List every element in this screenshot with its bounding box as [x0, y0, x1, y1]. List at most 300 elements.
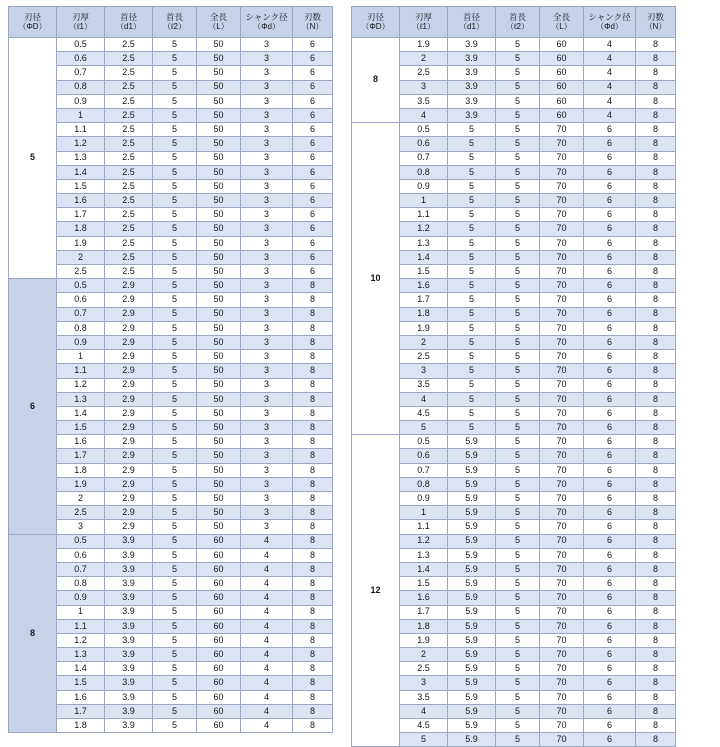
- table-row: [9, 577, 333, 591]
- table-row: [9, 279, 333, 293]
- table-cell: 5: [496, 619, 540, 633]
- table-cell: 6: [584, 520, 636, 534]
- table-cell: 8: [293, 279, 333, 293]
- table-cell: 3.9: [105, 648, 153, 662]
- table-cell: 4: [400, 704, 448, 718]
- table-cell: 6: [584, 719, 636, 733]
- column-header-title: 刃径: [366, 11, 384, 22]
- table-cell: 0.5: [57, 279, 105, 293]
- table-cell: 5: [448, 279, 496, 293]
- table-cell: 6: [584, 151, 636, 165]
- table-cell: 8: [636, 335, 676, 349]
- table-cell: 60: [197, 548, 241, 562]
- table-cell: 70: [540, 477, 584, 491]
- table-cell: 1.1: [400, 208, 448, 222]
- table-cell: 5: [153, 648, 197, 662]
- table-row: [9, 364, 333, 378]
- table-cell: 5: [153, 577, 197, 591]
- table-cell: 3.9: [105, 676, 153, 690]
- table-cell: 6: [584, 562, 636, 576]
- group-cell-diameter: 8: [9, 534, 57, 733]
- table-cell: 70: [540, 350, 584, 364]
- table-cell: 6: [293, 179, 333, 193]
- column-header-5: [241, 7, 293, 38]
- table-cell: 2.5: [105, 179, 153, 193]
- table-cell: 3: [241, 250, 293, 264]
- table-cell: 3: [241, 222, 293, 236]
- table-cell: 6: [584, 335, 636, 349]
- table-row: [9, 307, 333, 321]
- table-cell: 8: [636, 534, 676, 548]
- table-cell: 5: [496, 94, 540, 108]
- table-cell: 1: [57, 108, 105, 122]
- table-cell: 5.9: [448, 591, 496, 605]
- table-cell: 8: [293, 335, 333, 349]
- table-row: [352, 279, 676, 293]
- table-cell: 50: [197, 492, 241, 506]
- table-cell: 8: [293, 605, 333, 619]
- table-cell: 2.5: [105, 123, 153, 137]
- table-cell: 5: [153, 463, 197, 477]
- table-cell: 60: [197, 648, 241, 662]
- column-header-2: [448, 7, 496, 38]
- table-cell: 8: [293, 690, 333, 704]
- table-cell: 3: [241, 279, 293, 293]
- table-cell: 1: [400, 506, 448, 520]
- table-cell: 5: [153, 250, 197, 264]
- table-row: [9, 392, 333, 406]
- table-cell: 50: [197, 137, 241, 151]
- table-cell: 60: [197, 704, 241, 718]
- table-cell: 5: [496, 194, 540, 208]
- table-row: [9, 463, 333, 477]
- table-cell: 5: [153, 194, 197, 208]
- column-header-symbol: （ΦD）: [361, 22, 390, 32]
- table-cell: 1.5: [57, 421, 105, 435]
- table-row: [352, 236, 676, 250]
- table-cell: 60: [197, 662, 241, 676]
- table-cell: 60: [197, 591, 241, 605]
- table-row: [9, 605, 333, 619]
- column-header-title: 刃厚: [414, 11, 432, 22]
- table-cell: 2.9: [105, 279, 153, 293]
- table-cell: 5.9: [448, 520, 496, 534]
- table-row: [352, 421, 676, 435]
- table-row: [9, 704, 333, 718]
- table-row: [352, 733, 676, 747]
- table-cell: 3.5: [400, 378, 448, 392]
- table-cell: 70: [540, 463, 584, 477]
- table-cell: 6: [293, 123, 333, 137]
- table-cell: 50: [197, 123, 241, 137]
- table-cell: 2.5: [400, 662, 448, 676]
- table-cell: 50: [197, 165, 241, 179]
- table-cell: 2.5: [105, 137, 153, 151]
- table-cell: 1.7: [400, 605, 448, 619]
- table-row: [352, 463, 676, 477]
- table-cell: 5: [496, 293, 540, 307]
- table-cell: 3: [241, 293, 293, 307]
- table-cell: 0.7: [57, 562, 105, 576]
- table-cell: 8: [636, 704, 676, 718]
- table-cell: 1.1: [400, 520, 448, 534]
- table-cell: 5: [496, 562, 540, 576]
- table-row: [352, 406, 676, 420]
- table-cell: 5: [153, 350, 197, 364]
- table-cell: 3: [241, 463, 293, 477]
- table-cell: 1.9: [400, 633, 448, 647]
- table-cell: 6: [584, 733, 636, 747]
- table-cell: 70: [540, 236, 584, 250]
- table-cell: 5: [153, 279, 197, 293]
- table-cell: 2: [400, 648, 448, 662]
- table-cell: 1.9: [57, 477, 105, 491]
- table-header-left: [9, 7, 333, 38]
- table-row: [352, 435, 676, 449]
- table-cell: 4.5: [400, 406, 448, 420]
- left-table-container: [8, 6, 333, 730]
- table-cell: 50: [197, 94, 241, 108]
- table-cell: 50: [197, 392, 241, 406]
- table-cell: 4: [584, 80, 636, 94]
- table-cell: 70: [540, 165, 584, 179]
- table-cell: 8: [636, 66, 676, 80]
- table-cell: 2.9: [105, 506, 153, 520]
- table-cell: 70: [540, 123, 584, 137]
- table-cell: 70: [540, 307, 584, 321]
- column-header-2: [105, 7, 153, 38]
- table-cell: 6: [293, 66, 333, 80]
- table-cell: 5: [153, 704, 197, 718]
- table-cell: 4: [241, 548, 293, 562]
- table-cell: 8: [293, 619, 333, 633]
- table-cell: 5.9: [448, 648, 496, 662]
- table-cell: 8: [636, 194, 676, 208]
- table-cell: 70: [540, 137, 584, 151]
- table-cell: 70: [540, 548, 584, 562]
- table-cell: 50: [197, 194, 241, 208]
- table-cell: 5: [496, 605, 540, 619]
- table-cell: 8: [636, 648, 676, 662]
- table-cell: 5.9: [448, 577, 496, 591]
- table-cell: 5: [448, 335, 496, 349]
- table-cell: 50: [197, 307, 241, 321]
- table-row: [9, 179, 333, 193]
- table-cell: 8: [293, 577, 333, 591]
- table-row: [352, 94, 676, 108]
- table-cell: 70: [540, 321, 584, 335]
- table-cell: 8: [293, 591, 333, 605]
- table-row: [9, 520, 333, 534]
- table-cell: 1.8: [57, 463, 105, 477]
- table-cell: 5: [448, 236, 496, 250]
- group-cell-diameter: 6: [9, 279, 57, 534]
- table-cell: 5: [496, 548, 540, 562]
- table-cell: 5: [153, 662, 197, 676]
- table-row: [352, 123, 676, 137]
- table-cell: 50: [197, 421, 241, 435]
- table-cell: 5: [153, 421, 197, 435]
- table-cell: 6: [584, 307, 636, 321]
- table-cell: 5: [448, 265, 496, 279]
- table-cell: 6: [584, 605, 636, 619]
- table-row: [9, 123, 333, 137]
- table-row: [9, 80, 333, 94]
- table-cell: 2.5: [105, 250, 153, 264]
- table-cell: 5: [496, 392, 540, 406]
- table-cell: 8: [636, 662, 676, 676]
- table-cell: 3: [241, 492, 293, 506]
- table-cell: 1.5: [57, 179, 105, 193]
- table-cell: 5: [496, 38, 540, 52]
- table-cell: 0.5: [57, 38, 105, 52]
- table-cell: 5: [448, 123, 496, 137]
- table-cell: 5: [448, 321, 496, 335]
- table-cell: 8: [293, 633, 333, 647]
- table-cell: 5.9: [448, 619, 496, 633]
- table-cell: 6: [584, 321, 636, 335]
- table-cell: 5: [153, 80, 197, 94]
- table-cell: 8: [293, 534, 333, 548]
- table-cell: 4: [241, 648, 293, 662]
- table-cell: 8: [636, 406, 676, 420]
- table-cell: 5: [400, 421, 448, 435]
- table-cell: 3: [400, 80, 448, 94]
- table-cell: 6: [584, 477, 636, 491]
- table-cell: 5: [448, 194, 496, 208]
- table-cell: 1.3: [57, 151, 105, 165]
- table-cell: 2.5: [57, 506, 105, 520]
- table-cell: 8: [636, 250, 676, 264]
- table-cell: 8: [293, 492, 333, 506]
- table-cell: 6: [293, 265, 333, 279]
- table-cell: 60: [197, 676, 241, 690]
- table-row: [352, 137, 676, 151]
- table-cell: 5.9: [448, 733, 496, 747]
- table-cell: 3.9: [105, 591, 153, 605]
- table-row: [9, 562, 333, 576]
- table-cell: 0.9: [57, 94, 105, 108]
- table-cell: 50: [197, 364, 241, 378]
- table-cell: 50: [197, 38, 241, 52]
- table-cell: 70: [540, 534, 584, 548]
- table-cell: 6: [584, 137, 636, 151]
- table-cell: 70: [540, 179, 584, 193]
- table-row: [9, 421, 333, 435]
- table-cell: 8: [636, 449, 676, 463]
- table-cell: 5: [153, 94, 197, 108]
- table-cell: 5: [153, 52, 197, 66]
- table-cell: 6: [584, 378, 636, 392]
- table-cell: 1.1: [57, 619, 105, 633]
- table-cell: 70: [540, 562, 584, 576]
- table-cell: 5: [496, 477, 540, 491]
- table-cell: 1.9: [400, 321, 448, 335]
- table-cell: 8: [293, 477, 333, 491]
- table-cell: 70: [540, 733, 584, 747]
- table-cell: 1.7: [57, 449, 105, 463]
- table-cell: 4: [400, 108, 448, 122]
- table-cell: 1.5: [57, 676, 105, 690]
- table-cell: 8: [636, 108, 676, 122]
- table-cell: 6: [584, 619, 636, 633]
- spec-table-left: [8, 6, 333, 733]
- table-cell: 5.9: [448, 605, 496, 619]
- column-header-symbol: （ℓ1）: [411, 22, 436, 32]
- table-row: [9, 321, 333, 335]
- table-cell: 0.9: [57, 335, 105, 349]
- table-cell: 60: [197, 633, 241, 647]
- table-row: [9, 236, 333, 250]
- table-cell: 2.9: [105, 406, 153, 420]
- table-cell: 5: [448, 350, 496, 364]
- table-cell: 8: [293, 676, 333, 690]
- column-header-title: シャンク径: [245, 11, 288, 22]
- table-cell: 5: [153, 236, 197, 250]
- table-cell: 8: [636, 506, 676, 520]
- table-cell: 2.9: [105, 492, 153, 506]
- table-cell: 1: [57, 350, 105, 364]
- table-cell: 5: [496, 690, 540, 704]
- table-cell: 3: [241, 194, 293, 208]
- table-cell: 70: [540, 648, 584, 662]
- column-header-symbol: （ℓ2）: [505, 22, 530, 32]
- table-cell: 5.9: [448, 449, 496, 463]
- table-cell: 5: [153, 265, 197, 279]
- table-cell: 1.5: [400, 577, 448, 591]
- table-cell: 5: [448, 222, 496, 236]
- table-row: [352, 449, 676, 463]
- table-cell: 60: [540, 94, 584, 108]
- table-row: [352, 108, 676, 122]
- column-header-title: 刃径: [23, 11, 41, 22]
- table-cell: 8: [293, 293, 333, 307]
- table-cell: 0.6: [400, 449, 448, 463]
- table-row: [9, 719, 333, 733]
- table-cell: 70: [540, 690, 584, 704]
- table-cell: 1.6: [400, 591, 448, 605]
- table-row: [352, 378, 676, 392]
- table-cell: 0.7: [400, 151, 448, 165]
- table-cell: 60: [540, 108, 584, 122]
- table-cell: 6: [584, 279, 636, 293]
- table-cell: 4: [241, 704, 293, 718]
- table-row: [9, 222, 333, 236]
- table-cell: 1: [57, 605, 105, 619]
- table-cell: 5.9: [448, 534, 496, 548]
- table-cell: 1.6: [57, 435, 105, 449]
- table-cell: 5: [153, 492, 197, 506]
- table-row: [9, 94, 333, 108]
- table-cell: 70: [540, 293, 584, 307]
- table-cell: 5: [496, 123, 540, 137]
- right-table-container: [351, 6, 676, 745]
- table-cell: 8: [636, 676, 676, 690]
- table-cell: 2: [400, 52, 448, 66]
- table-cell: 50: [197, 435, 241, 449]
- table-cell: 5: [496, 321, 540, 335]
- table-cell: 5: [448, 364, 496, 378]
- table-cell: 2.5: [105, 236, 153, 250]
- table-cell: 3: [241, 421, 293, 435]
- table-cell: 8: [636, 222, 676, 236]
- table-cell: 4: [241, 605, 293, 619]
- table-cell: 50: [197, 222, 241, 236]
- table-cell: 8: [293, 548, 333, 562]
- table-cell: 5: [448, 406, 496, 420]
- table-cell: 0.5: [400, 123, 448, 137]
- table-cell: 5: [153, 222, 197, 236]
- table-cell: 2.5: [400, 350, 448, 364]
- table-cell: 5: [153, 690, 197, 704]
- column-header-symbol: （ℓ1）: [68, 22, 93, 32]
- table-cell: 5: [496, 676, 540, 690]
- table-cell: 70: [540, 151, 584, 165]
- table-cell: 8: [293, 648, 333, 662]
- table-cell: 4: [584, 108, 636, 122]
- group-cell-diameter: 10: [352, 123, 400, 435]
- table-cell: 5: [448, 293, 496, 307]
- table-cell: 2.9: [105, 293, 153, 307]
- table-cell: 0.8: [57, 577, 105, 591]
- table-cell: 60: [197, 619, 241, 633]
- table-cell: 8: [636, 421, 676, 435]
- table-cell: 5: [153, 534, 197, 548]
- table-cell: 3.9: [105, 562, 153, 576]
- table-row: [9, 335, 333, 349]
- table-cell: 3: [241, 52, 293, 66]
- table-cell: 3: [241, 392, 293, 406]
- table-row: [9, 477, 333, 491]
- table-cell: 50: [197, 265, 241, 279]
- table-cell: 2.5: [105, 38, 153, 52]
- table-row: [352, 165, 676, 179]
- table-cell: 5: [496, 137, 540, 151]
- table-row: [9, 534, 333, 548]
- table-cell: 0.8: [57, 80, 105, 94]
- table-row: [9, 66, 333, 80]
- column-header-symbol: （Φd）: [596, 22, 623, 32]
- table-cell: 6: [584, 633, 636, 647]
- table-row: [9, 194, 333, 208]
- table-cell: 50: [197, 66, 241, 80]
- table-cell: 70: [540, 392, 584, 406]
- table-cell: 1.4: [400, 250, 448, 264]
- table-cell: 50: [197, 279, 241, 293]
- table-cell: 70: [540, 506, 584, 520]
- table-cell: 8: [636, 279, 676, 293]
- table-cell: 70: [540, 676, 584, 690]
- table-cell: 3: [241, 165, 293, 179]
- table-row: [9, 492, 333, 506]
- table-row: [352, 477, 676, 491]
- column-header-title: 首径: [119, 11, 137, 22]
- table-cell: 3: [241, 151, 293, 165]
- table-cell: 6: [293, 137, 333, 151]
- table-cell: 2.9: [105, 449, 153, 463]
- table-cell: 6: [584, 591, 636, 605]
- table-cell: 4: [241, 619, 293, 633]
- table-cell: 5: [496, 378, 540, 392]
- table-cell: 2.9: [105, 421, 153, 435]
- table-cell: 5: [153, 293, 197, 307]
- table-cell: 5.9: [448, 463, 496, 477]
- table-cell: 8: [636, 633, 676, 647]
- table-cell: 4: [241, 633, 293, 647]
- table-cell: 60: [540, 52, 584, 66]
- table-row: [352, 676, 676, 690]
- table-cell: 5: [153, 548, 197, 562]
